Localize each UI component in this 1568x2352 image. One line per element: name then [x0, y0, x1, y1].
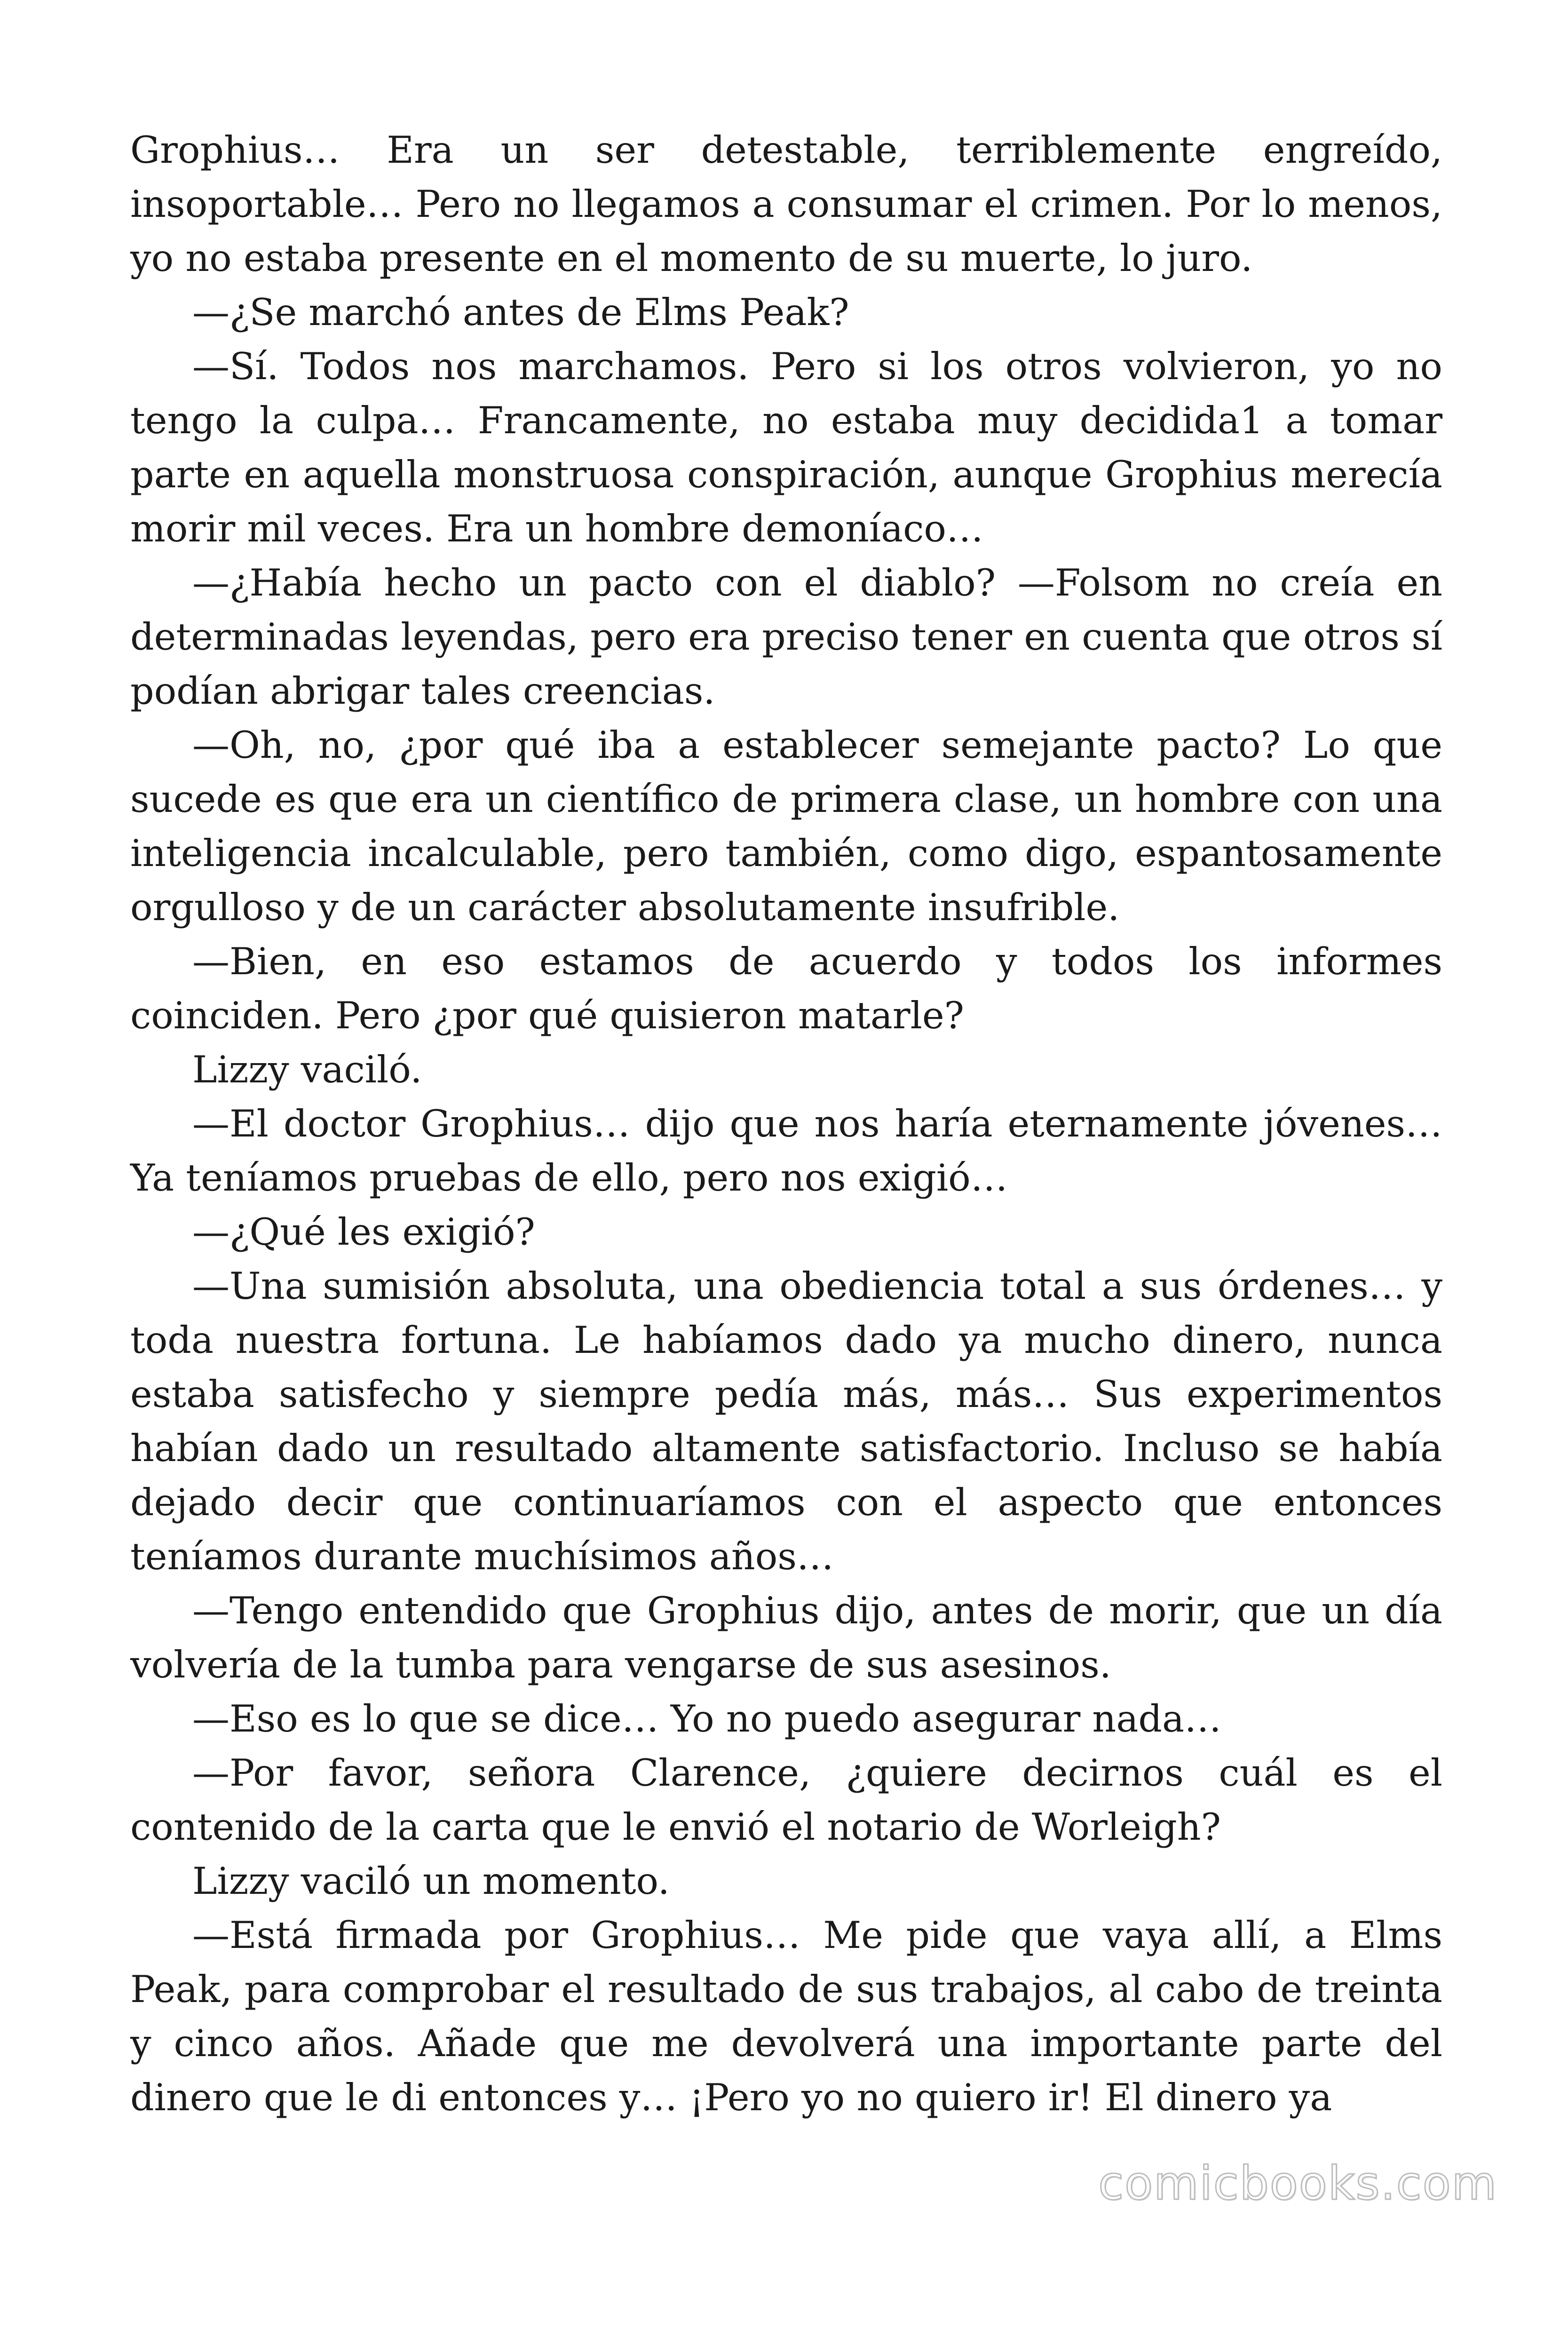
- body-text: [130, 123, 1442, 2125]
- paragraph-10: —Una sumisión absoluta, una obediencia total a sus órdenes… y toda nuestra fortuna. Le habíamos dado ya mucho dinero, nunca estaba satisfecho y siempre pedía más, más… Sus experimentos habían dado un resultado altamente satisfactorio. Incluso se había dejado decir que continuaríamos con el aspecto que entonces teníamos durante muchísimos años…: [130, 1264, 1442, 1578]
- watermark: comicbooks.com: [1098, 2157, 1497, 2210]
- paragraph-13: —Por favor, señora Clarence, ¿quiere decirnos cuál es el contenido de la carta que le envió el notario de Worleigh?: [130, 1751, 1442, 1849]
- paragraph-15: —Está firmada por Grophius… Me pide que vaya allí, a Elms Peak, para comprobar el resultado de sus trabajos, al cabo de treinta y cinco años. Añade que me devolverá una importante parte del dinero que le di entonces y… ¡Pero yo no quiero ir! El dinero ya: [130, 1914, 1442, 2119]
- paragraph-7: Lizzy vaciló.: [192, 1048, 422, 1091]
- paragraph-14: Lizzy vaciló un momento.: [192, 1859, 670, 1903]
- paragraph-12: —Eso es lo que se dice… Yo no puedo asegurar nada…: [192, 1697, 1222, 1740]
- paragraph-9: —¿Qué les exigió?: [192, 1210, 535, 1254]
- paragraph-3: —Sí. Todos nos marchamos. Pero si los otros volvieron, yo no tengo la culpa… Francamente, no estaba muy decidida1 a tomar parte en aquella monstruosa conspiración, aunque Grophius merecía morir mil veces. Era un hombre demoníaco…: [130, 345, 1442, 550]
- paragraph-11: —Tengo entendido que Grophius dijo, antes de morir, que un día volvería de la tumba para vengarse de sus asesinos.: [130, 1589, 1442, 1686]
- paragraph-2: —¿Se marchó antes de Elms Peak?: [192, 291, 849, 334]
- paragraph-8: —El doctor Grophius… dijo que nos haría eternamente jóvenes… Ya teníamos pruebas de ello, pero nos exigió…: [130, 1102, 1442, 1200]
- paragraph-4: —¿Había hecho un pacto con el diablo? —Folsom no creía en determinadas leyendas, pero era preciso tener en cuenta que otros sí podían abrigar tales creencias.: [130, 561, 1442, 713]
- paragraph-1: Grophius… Era un ser detestable, terriblemente engreído, insoportable… Pero no llegamos a consumar el crimen. Por lo menos, yo no estaba presente en el momento de su muerte, lo juro.: [130, 128, 1442, 280]
- paragraph-5: —Oh, no, ¿por qué iba a establecer semejante pacto? Lo que sucede es que era un científico de primera clase, un hombre con una inteligencia incalculable, pero también, como digo, espantosamente orgulloso y de un carácter absolutamente insufrible.: [130, 723, 1442, 929]
- paragraph-6: —Bien, en eso estamos de acuerdo y todos los informes coinciden. Pero ¿por qué quisieron matarle?: [130, 940, 1442, 1037]
